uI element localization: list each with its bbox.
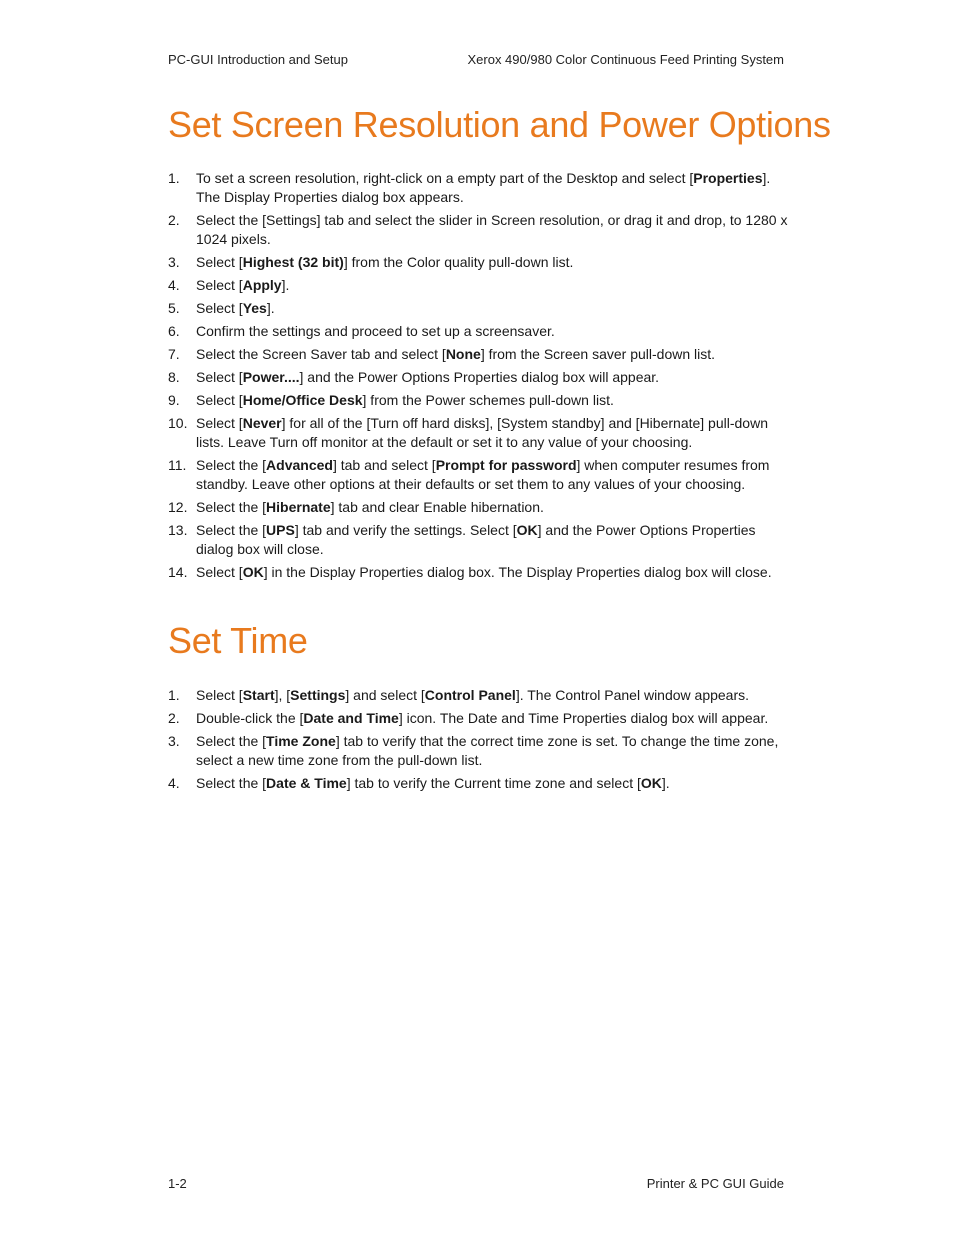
step-text: Double-click the [ <box>196 710 304 726</box>
step-text: ] for all of the [Turn off hard disks], [System standby] and [Hibernate] pull-down lists. Leave Turn off monitor at the default or set it to any value of your choosing. <box>196 415 768 450</box>
step-text: ] icon. The Date and Time Properties dialog box will appear. <box>398 710 769 726</box>
running-header-right: Xerox 490/980 Color Continuous Feed Printing System <box>467 52 784 67</box>
step-text: Select [ <box>196 392 243 408</box>
step-text: ] and the Power Options Properties dialog box will appear. <box>299 369 660 385</box>
step-ui-term: OK <box>516 522 538 538</box>
list-item <box>168 322 788 341</box>
step-number: 6. <box>168 323 180 339</box>
step-text: Select the [ <box>196 522 267 538</box>
running-footer-right: Printer & PC GUI Guide <box>646 1176 784 1191</box>
step-ui-term: UPS <box>266 522 295 538</box>
step-ui-term: OK <box>640 775 662 791</box>
step-text: Select the [Settings] tab and select the slider in Screen resolution, or drag it and drop, to 1280 x 1024 pixels. <box>196 212 788 247</box>
step-text: Confirm the settings and proceed to set up a screensaver. <box>196 323 555 339</box>
list-item <box>168 414 788 452</box>
list-item <box>168 253 788 272</box>
step-ui-term: Home/Office Desk <box>242 392 363 408</box>
list-item <box>168 686 788 705</box>
step-text: ] when computer resumes from standby. Leave other options at their defaults or set them to any values of your choosing. <box>196 457 770 492</box>
step-text: ], [ <box>274 687 291 703</box>
step-text: ]. <box>266 300 275 316</box>
list-item <box>168 211 788 249</box>
step-text: Select the [ <box>196 775 267 791</box>
step-text: Select [ <box>196 564 243 580</box>
step-number: 2. <box>168 710 180 726</box>
step-text: Select the [ <box>196 457 267 473</box>
step-number: 4. <box>168 277 180 293</box>
list-item <box>168 456 788 494</box>
list-item <box>168 774 788 793</box>
step-number: 10. <box>168 415 188 431</box>
list-item <box>168 276 788 295</box>
step-text: ]. <box>661 775 670 791</box>
list-item <box>168 563 788 582</box>
step-number: 1. <box>168 170 180 186</box>
step-text: ] in the Display Properties dialog box. The Display Properties dialog box will close. <box>263 564 772 580</box>
list-item <box>168 299 788 318</box>
step-number: 12. <box>168 499 188 515</box>
step-ui-term: Prompt for password <box>435 457 577 473</box>
page-number: 1-2 <box>168 1176 187 1191</box>
list-item <box>168 732 788 770</box>
section-title-screen-resolution: Set Screen Resolution and Power Options <box>168 104 831 145</box>
step-text: Select [ <box>196 369 243 385</box>
list-item <box>168 709 788 728</box>
step-text: Select [ <box>196 300 243 316</box>
step-ui-term: Yes <box>242 300 267 316</box>
step-text: Select [ <box>196 415 243 431</box>
step-number: 2. <box>168 212 180 228</box>
step-ui-term: Power.... <box>242 369 300 385</box>
list-item <box>168 498 788 517</box>
step-text: ]. The Control Panel window appears. <box>515 687 750 703</box>
step-ui-term: Date and Time <box>303 710 399 726</box>
list-item <box>168 169 788 207</box>
step-text: ]. <box>281 277 290 293</box>
step-text: ] and the Power Options Properties dialog box will close. <box>196 522 756 557</box>
step-number: 3. <box>168 254 180 270</box>
step-text: ] from the Power schemes pull-down list. <box>362 392 614 408</box>
steps-list-set-time <box>168 686 788 797</box>
step-ui-term: Apply <box>242 277 282 293</box>
step-number: 9. <box>168 392 180 408</box>
step-ui-term: Advanced <box>266 457 333 473</box>
step-number: 8. <box>168 369 180 385</box>
step-text: To set a screen resolution, right-click on a empty part of the Desktop and select [ <box>196 170 694 186</box>
step-number: 11. <box>168 457 187 473</box>
step-ui-term: Control Panel <box>424 687 516 703</box>
running-header-left: PC-GUI Introduction and Setup <box>168 52 348 67</box>
section-title-set-time: Set Time <box>168 620 308 661</box>
list-item <box>168 391 788 410</box>
step-ui-term: OK <box>242 564 264 580</box>
step-ui-term: Properties <box>693 170 763 186</box>
list-item <box>168 368 788 387</box>
step-text: ] tab to verify that the correct time zone is set. To change the time zone, select a new time zone from the pull-down list. <box>196 733 779 768</box>
step-number: 7. <box>168 346 180 362</box>
step-text: Select the [ <box>196 499 267 515</box>
step-number: 4. <box>168 775 180 791</box>
step-number: 5. <box>168 300 180 316</box>
list-item <box>168 521 788 559</box>
step-text: Select [ <box>196 687 243 703</box>
step-text: ]. The Display Properties dialog box appears. <box>196 170 771 205</box>
list-item <box>168 345 788 364</box>
step-ui-term: None <box>445 346 481 362</box>
step-text: Select the Screen Saver tab and select [ <box>196 346 446 362</box>
step-text: ] from the Screen saver pull-down list. <box>480 346 716 362</box>
step-number: 13. <box>168 522 188 538</box>
step-ui-term: Start <box>242 687 275 703</box>
step-text: ] from the Color quality pull-down list. <box>343 254 574 270</box>
step-ui-term: Time Zone <box>266 733 336 749</box>
step-ui-term: Highest (32 bit) <box>242 254 344 270</box>
step-ui-term: Hibernate <box>266 499 331 515</box>
step-text: ] and select [ <box>345 687 425 703</box>
step-text: Select the [ <box>196 733 267 749</box>
step-ui-term: Settings <box>290 687 346 703</box>
step-number: 3. <box>168 733 180 749</box>
steps-list-screen-resolution <box>168 169 788 586</box>
step-ui-term: Never <box>242 415 282 431</box>
step-text: ] tab and verify the settings. Select [ <box>294 522 517 538</box>
step-text: Select [ <box>196 277 243 293</box>
step-number: 1. <box>168 687 180 703</box>
step-ui-term: Date & Time <box>266 775 347 791</box>
step-number: 14. <box>168 564 188 580</box>
step-text: Select [ <box>196 254 243 270</box>
step-text: ] tab and clear Enable hibernation. <box>330 499 544 515</box>
step-text: ] tab to verify the Current time zone and select [ <box>346 775 641 791</box>
step-text: ] tab and select [ <box>332 457 436 473</box>
